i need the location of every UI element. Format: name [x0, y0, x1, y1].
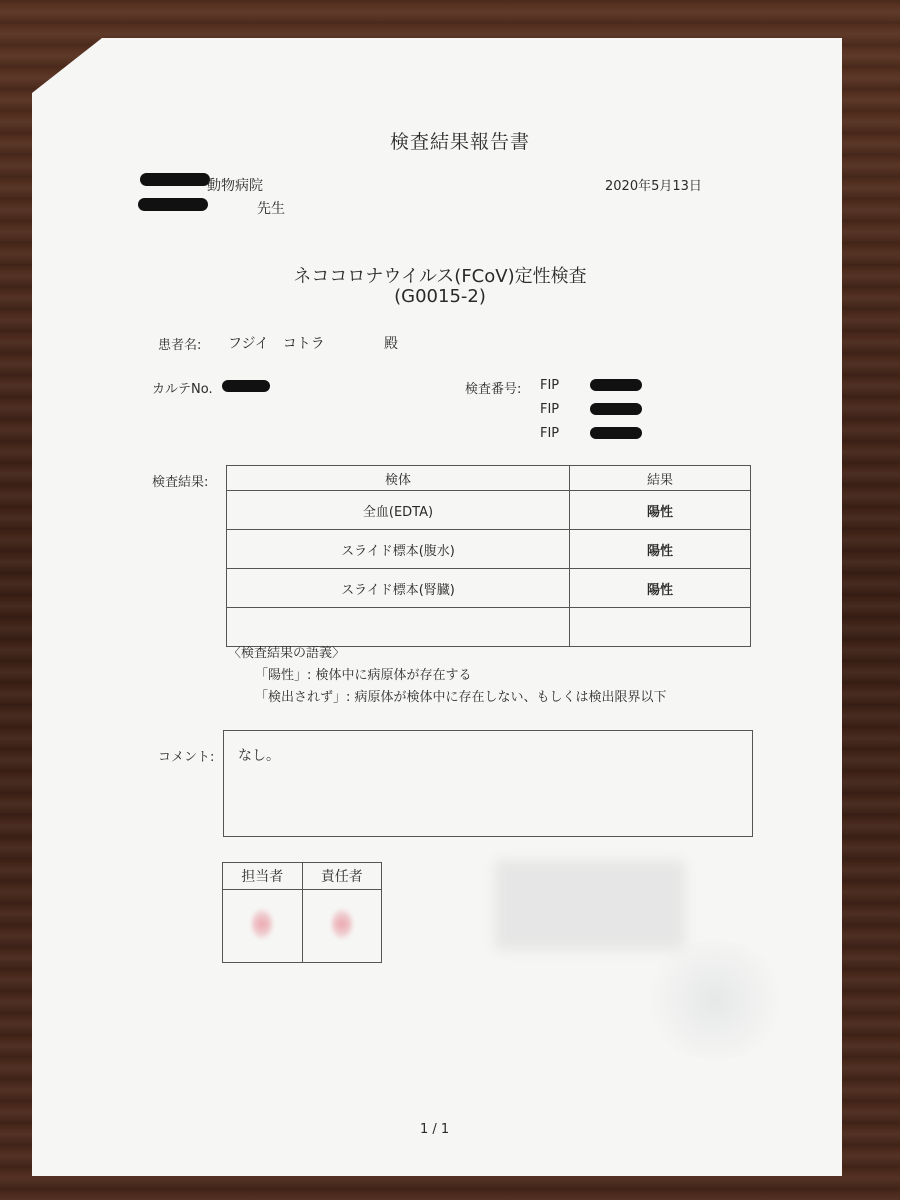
document-title: 検査結果報告書	[390, 131, 531, 153]
redacted-chart-no	[222, 380, 270, 392]
results-label: 検査結果:	[152, 475, 209, 490]
exam-no-prefix: FIP	[540, 402, 560, 417]
table-row	[227, 530, 751, 569]
test-name: ネココロナウイルス(FCoV)定性検査	[293, 266, 587, 287]
glossary-title: 〈検査結果の語義〉	[228, 646, 346, 661]
glossary-item: 「検出されず」: 病原体が検体中に存在しない、もしくは検出限界以下	[255, 690, 667, 705]
patient-name: フジイ コトラ	[228, 336, 325, 352]
staff-header: 責任者	[302, 863, 382, 890]
page-number: 1 / 1	[420, 1122, 450, 1137]
staff-seal-cell	[302, 890, 382, 963]
hospital-suffix: 動物病院	[207, 178, 263, 194]
seal-stamp-icon	[252, 910, 272, 938]
report-date: 2020年5月13日	[605, 179, 702, 194]
result-cell: 陽性	[570, 569, 751, 608]
redacted-exam-no	[590, 403, 642, 415]
chart-no-label: カルテNo.	[152, 382, 213, 397]
redacted-exam-no	[590, 379, 642, 391]
table-row	[227, 491, 751, 530]
specimen-cell: スライド標本(腎臓)	[227, 569, 570, 608]
blurred-lab-info	[495, 860, 685, 950]
staff-seal-cell	[223, 890, 303, 963]
doctor-suffix: 先生	[257, 201, 285, 217]
redacted-exam-no	[590, 427, 642, 439]
comment-label: コメント:	[158, 750, 215, 765]
result-cell: 陽性	[570, 530, 751, 569]
specimen-cell: 全血(EDTA)	[227, 491, 570, 530]
faint-watermark	[640, 940, 790, 1060]
table-row	[227, 569, 751, 608]
redacted-hospital-name	[140, 173, 210, 186]
header-specimen: 検体	[227, 466, 570, 491]
specimen-cell	[227, 608, 570, 647]
table-row	[227, 608, 751, 647]
patient-honorific: 殿	[384, 336, 398, 352]
patient-label: 患者名:	[158, 338, 202, 353]
header-result: 結果	[570, 466, 751, 491]
test-code: (G0015-2)	[394, 286, 486, 307]
exam-no-label: 検査番号:	[465, 382, 522, 397]
exam-no-prefix: FIP	[540, 426, 560, 441]
staff-table	[222, 862, 382, 963]
result-cell: 陽性	[570, 491, 751, 530]
specimen-cell: スライド標本(腹水)	[227, 530, 570, 569]
results-table	[226, 465, 751, 647]
glossary-item: 「陽性」: 検体中に病原体が存在する	[255, 668, 472, 683]
redacted-doctor-name	[138, 198, 208, 211]
seal-stamp-icon	[332, 910, 352, 938]
result-cell	[570, 608, 751, 647]
staff-header: 担当者	[223, 863, 303, 890]
comment-text: なし。	[238, 748, 280, 764]
exam-no-prefix: FIP	[540, 378, 560, 393]
comment-box	[223, 730, 753, 837]
